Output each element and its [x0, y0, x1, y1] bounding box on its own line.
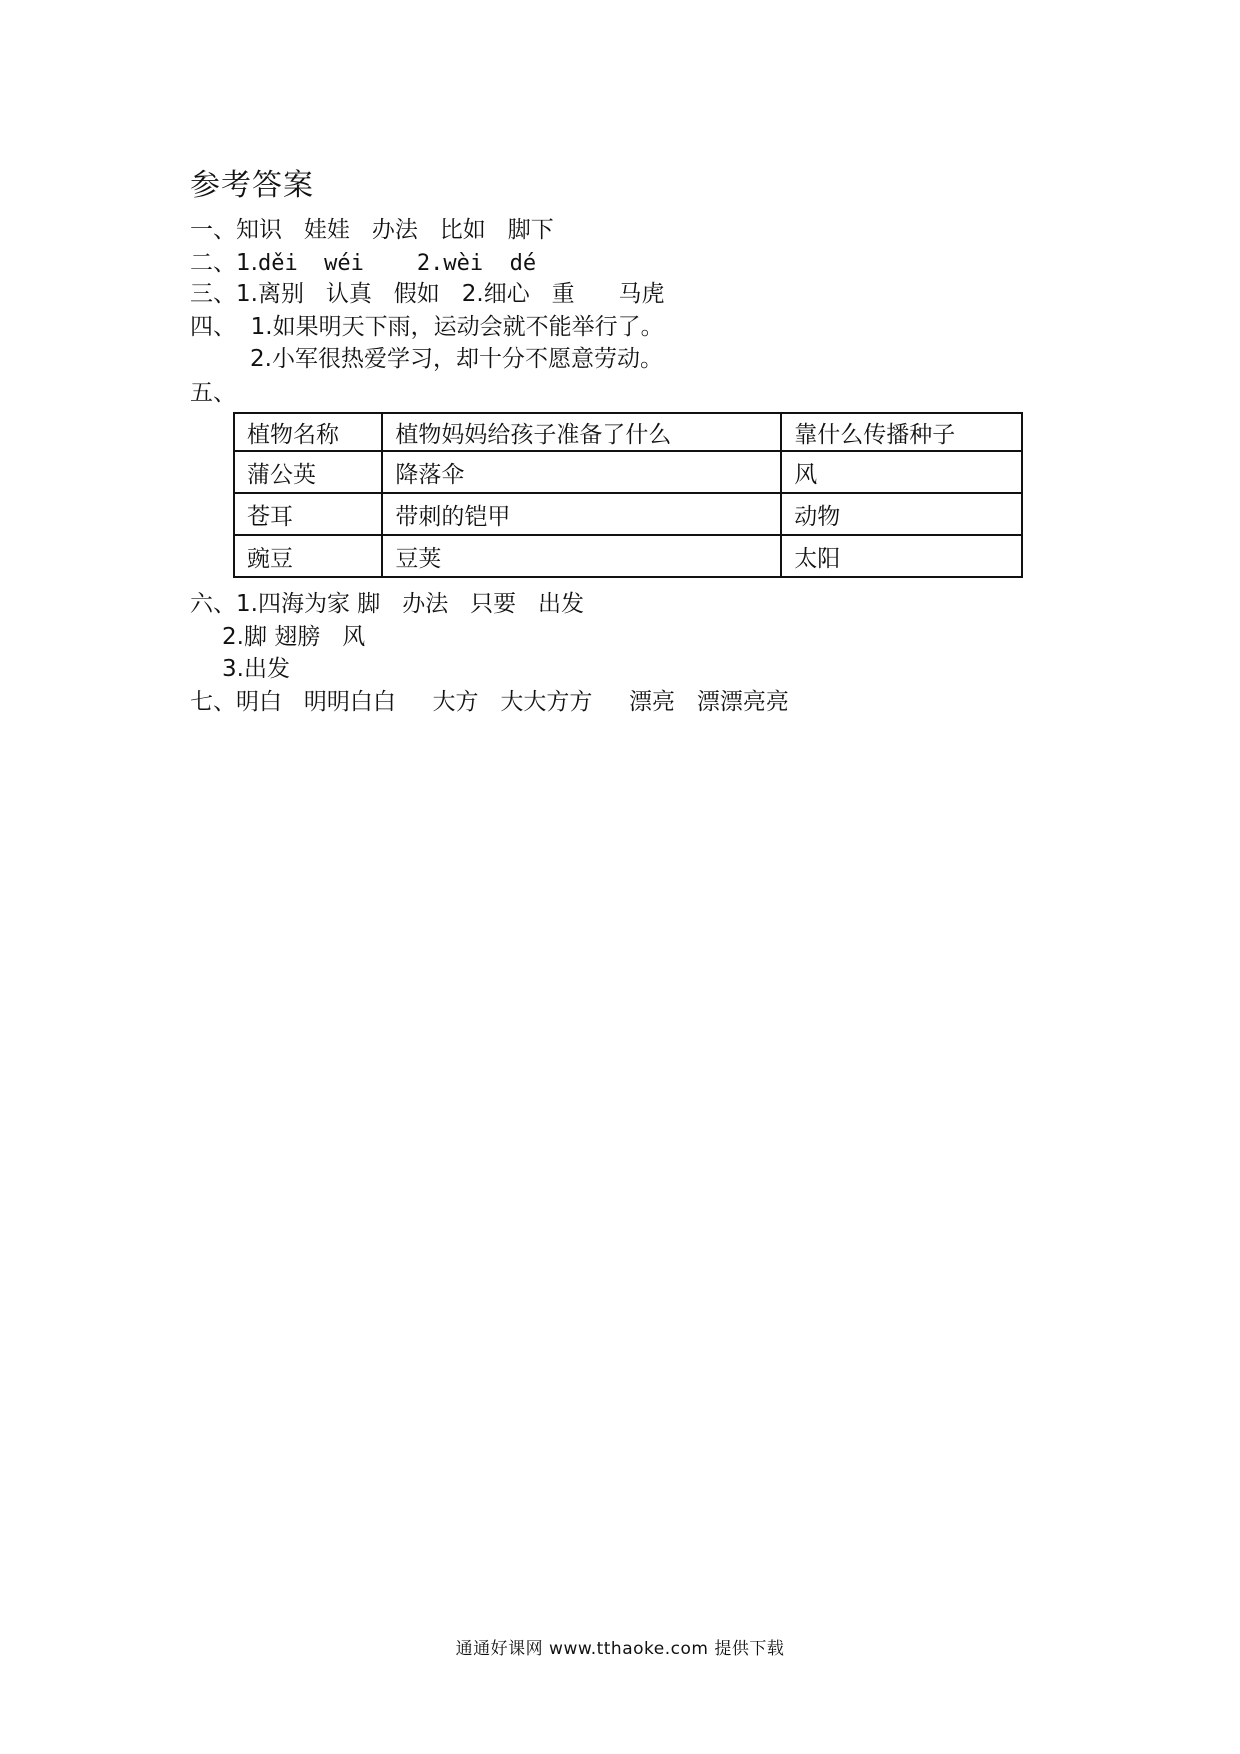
- table-header-row: [234, 413, 1022, 451]
- table-header-cell: 植物妈妈给孩子准备了什么: [382, 413, 781, 451]
- table-cell: 太阳: [781, 535, 1022, 577]
- answer-line-4b: 2.小军很热爱学习，却十分不愿意劳动。: [250, 346, 663, 372]
- table-row: [234, 493, 1022, 535]
- answer-line-2: [190, 248, 536, 279]
- table-cell: 带刺的铠甲: [382, 493, 781, 535]
- answer-line-6b: 2.脚 翅膀 风: [222, 624, 366, 650]
- answer-line-6c: 3.出发: [222, 656, 290, 682]
- table-header-cell: 靠什么传播种子: [781, 413, 1022, 451]
- table-cell: 风: [781, 451, 1022, 493]
- answer-table: [233, 412, 1023, 578]
- table-cell: 苍耳: [234, 493, 382, 535]
- answer-line-2-prefix: 二、1.: [190, 250, 258, 276]
- table-cell: 动物: [781, 493, 1022, 535]
- table-cell: 降落伞: [382, 451, 781, 493]
- answer-line-4a: 四、 1.如果明天下雨，运动会就不能举行了。: [190, 314, 664, 340]
- table-row: [234, 535, 1022, 577]
- answer-line-7: 七、明白 明明白白 大方 大大方方 漂亮 漂漂亮亮: [190, 689, 789, 715]
- footer-source-text: 通通好课网 www.tthaoke.com 提供下载: [455, 1639, 785, 1659]
- table-cell: 豆荚: [382, 535, 781, 577]
- answer-line-1: 一、知识 娃娃 办法 比如 脚下: [190, 217, 554, 243]
- table-cell: 蒲公英: [234, 451, 382, 493]
- table-row: [234, 451, 1022, 493]
- table-cell: 豌豆: [234, 535, 382, 577]
- table-header-cell: 植物名称: [234, 413, 382, 451]
- page-title: 参考答案: [190, 168, 314, 203]
- answer-line-2-pinyin: děi wéi 2.wèi dé: [257, 251, 537, 276]
- answer-line-5: 五、: [190, 380, 236, 406]
- answer-line-3: 三、1.离别 认真 假如 2.细心 重 马虎: [190, 281, 665, 307]
- answer-line-6a: 六、1.四海为家 脚 办法 只要 出发: [190, 591, 585, 617]
